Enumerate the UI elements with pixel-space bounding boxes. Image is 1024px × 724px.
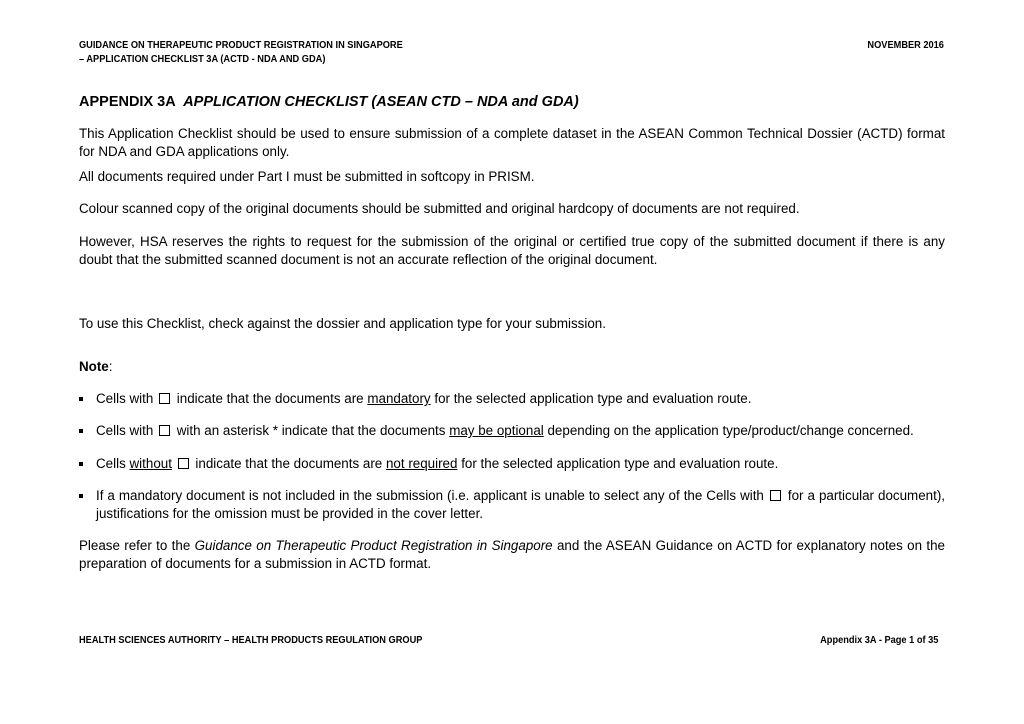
bullet-justification (79, 487, 945, 523)
footer-page-number: Appendix 3A - Page 1 of 35 (819, 634, 938, 646)
usage-paragraph: To use this Checklist, check against the dossier and application type for your submission. (79, 316, 606, 331)
bullet-marker (79, 429, 83, 433)
bullet-mandatory (79, 390, 945, 408)
page-title (79, 94, 579, 110)
note-colon: : (108, 359, 113, 374)
title-prefix: APPENDIX 3A (79, 94, 176, 110)
guidance-reference: Guidance on Therapeutic Product Registration in Singapore (194, 538, 553, 553)
header-date: NOVEMBER 2016 (867, 39, 944, 51)
bullet-text: depending on the application type/product/change concerned. (547, 423, 914, 438)
note-heading (79, 358, 945, 376)
bullet-marker (79, 462, 83, 466)
bullet-text: for a particular document), justifications for the omission must be provided in the cover letter. (96, 488, 945, 521)
closing-text: Please refer to the (79, 538, 191, 553)
bullet-text: Cells with (96, 391, 154, 406)
header-title-line1: GUIDANCE ON THERAPEUTIC PRODUCT REGISTRATION IN SINGAPORE (79, 39, 403, 51)
hsa-rights-paragraph: However, HSA reserves the rights to request for the submission of the original or certified true copy of the submitted document if there is any doubt that the submitted scanned document is not an accurate reflection of the original document. (79, 234, 945, 267)
underlined-term: without (129, 456, 172, 471)
header-title-line2: – APPLICATION CHECKLIST 3A (ACTD - NDA AND GDA) (79, 53, 326, 65)
softcopy-paragraph: All documents required under Part I must be submitted in softcopy in PRISM. (79, 169, 535, 184)
bullet-text: indicate that the documents are (195, 456, 383, 471)
checkbox-icon (159, 425, 170, 436)
underlined-term: may be optional (449, 423, 544, 438)
bullet-marker (79, 494, 83, 498)
note-label: Note (79, 359, 109, 374)
bullet-text: for the selected application type and evaluation route. (434, 391, 752, 406)
underlined-term: mandatory (367, 391, 431, 406)
bullet-text: with an asterisk * indicate that the documents (176, 423, 446, 438)
footer-organization: HEALTH SCIENCES AUTHORITY – HEALTH PRODUCTS REGULATION GROUP (79, 634, 423, 646)
checkbox-icon (159, 393, 170, 404)
closing-text: and the ASEAN Guidance on ACTD for explanatory notes on the preparation of documents for a submission in ACTD format. (79, 538, 945, 571)
bullet-optional (79, 422, 945, 440)
checkbox-icon (770, 490, 781, 501)
bullet-text: Cells (96, 456, 126, 471)
bullet-not-required (79, 455, 945, 473)
bullet-text: for the selected application type and evaluation route. (461, 456, 779, 471)
bullet-marker (79, 397, 83, 401)
intro-paragraph: This Application Checklist should be used to ensure submission of a complete dataset in the ASEAN Common Technical Dossier (ACTD) format for NDA and GDA applications only. (79, 126, 945, 159)
bullet-text: Cells with (96, 423, 154, 438)
closing-paragraph (79, 537, 945, 573)
scanned-copy-paragraph: Colour scanned copy of the original documents should be submitted and original hardcopy of documents are not required. (79, 201, 800, 216)
checkbox-icon (178, 458, 189, 469)
underlined-term: not required (385, 456, 458, 471)
document-header (79, 38, 403, 66)
title-italic: APPLICATION CHECKLIST (ASEAN CTD – NDA and GDA) (183, 94, 579, 110)
bullet-text: If a mandatory document is not included in the submission (i.e. applicant is unable to select any of the Cells with (96, 488, 764, 503)
bullet-text: indicate that the documents are (176, 391, 364, 406)
